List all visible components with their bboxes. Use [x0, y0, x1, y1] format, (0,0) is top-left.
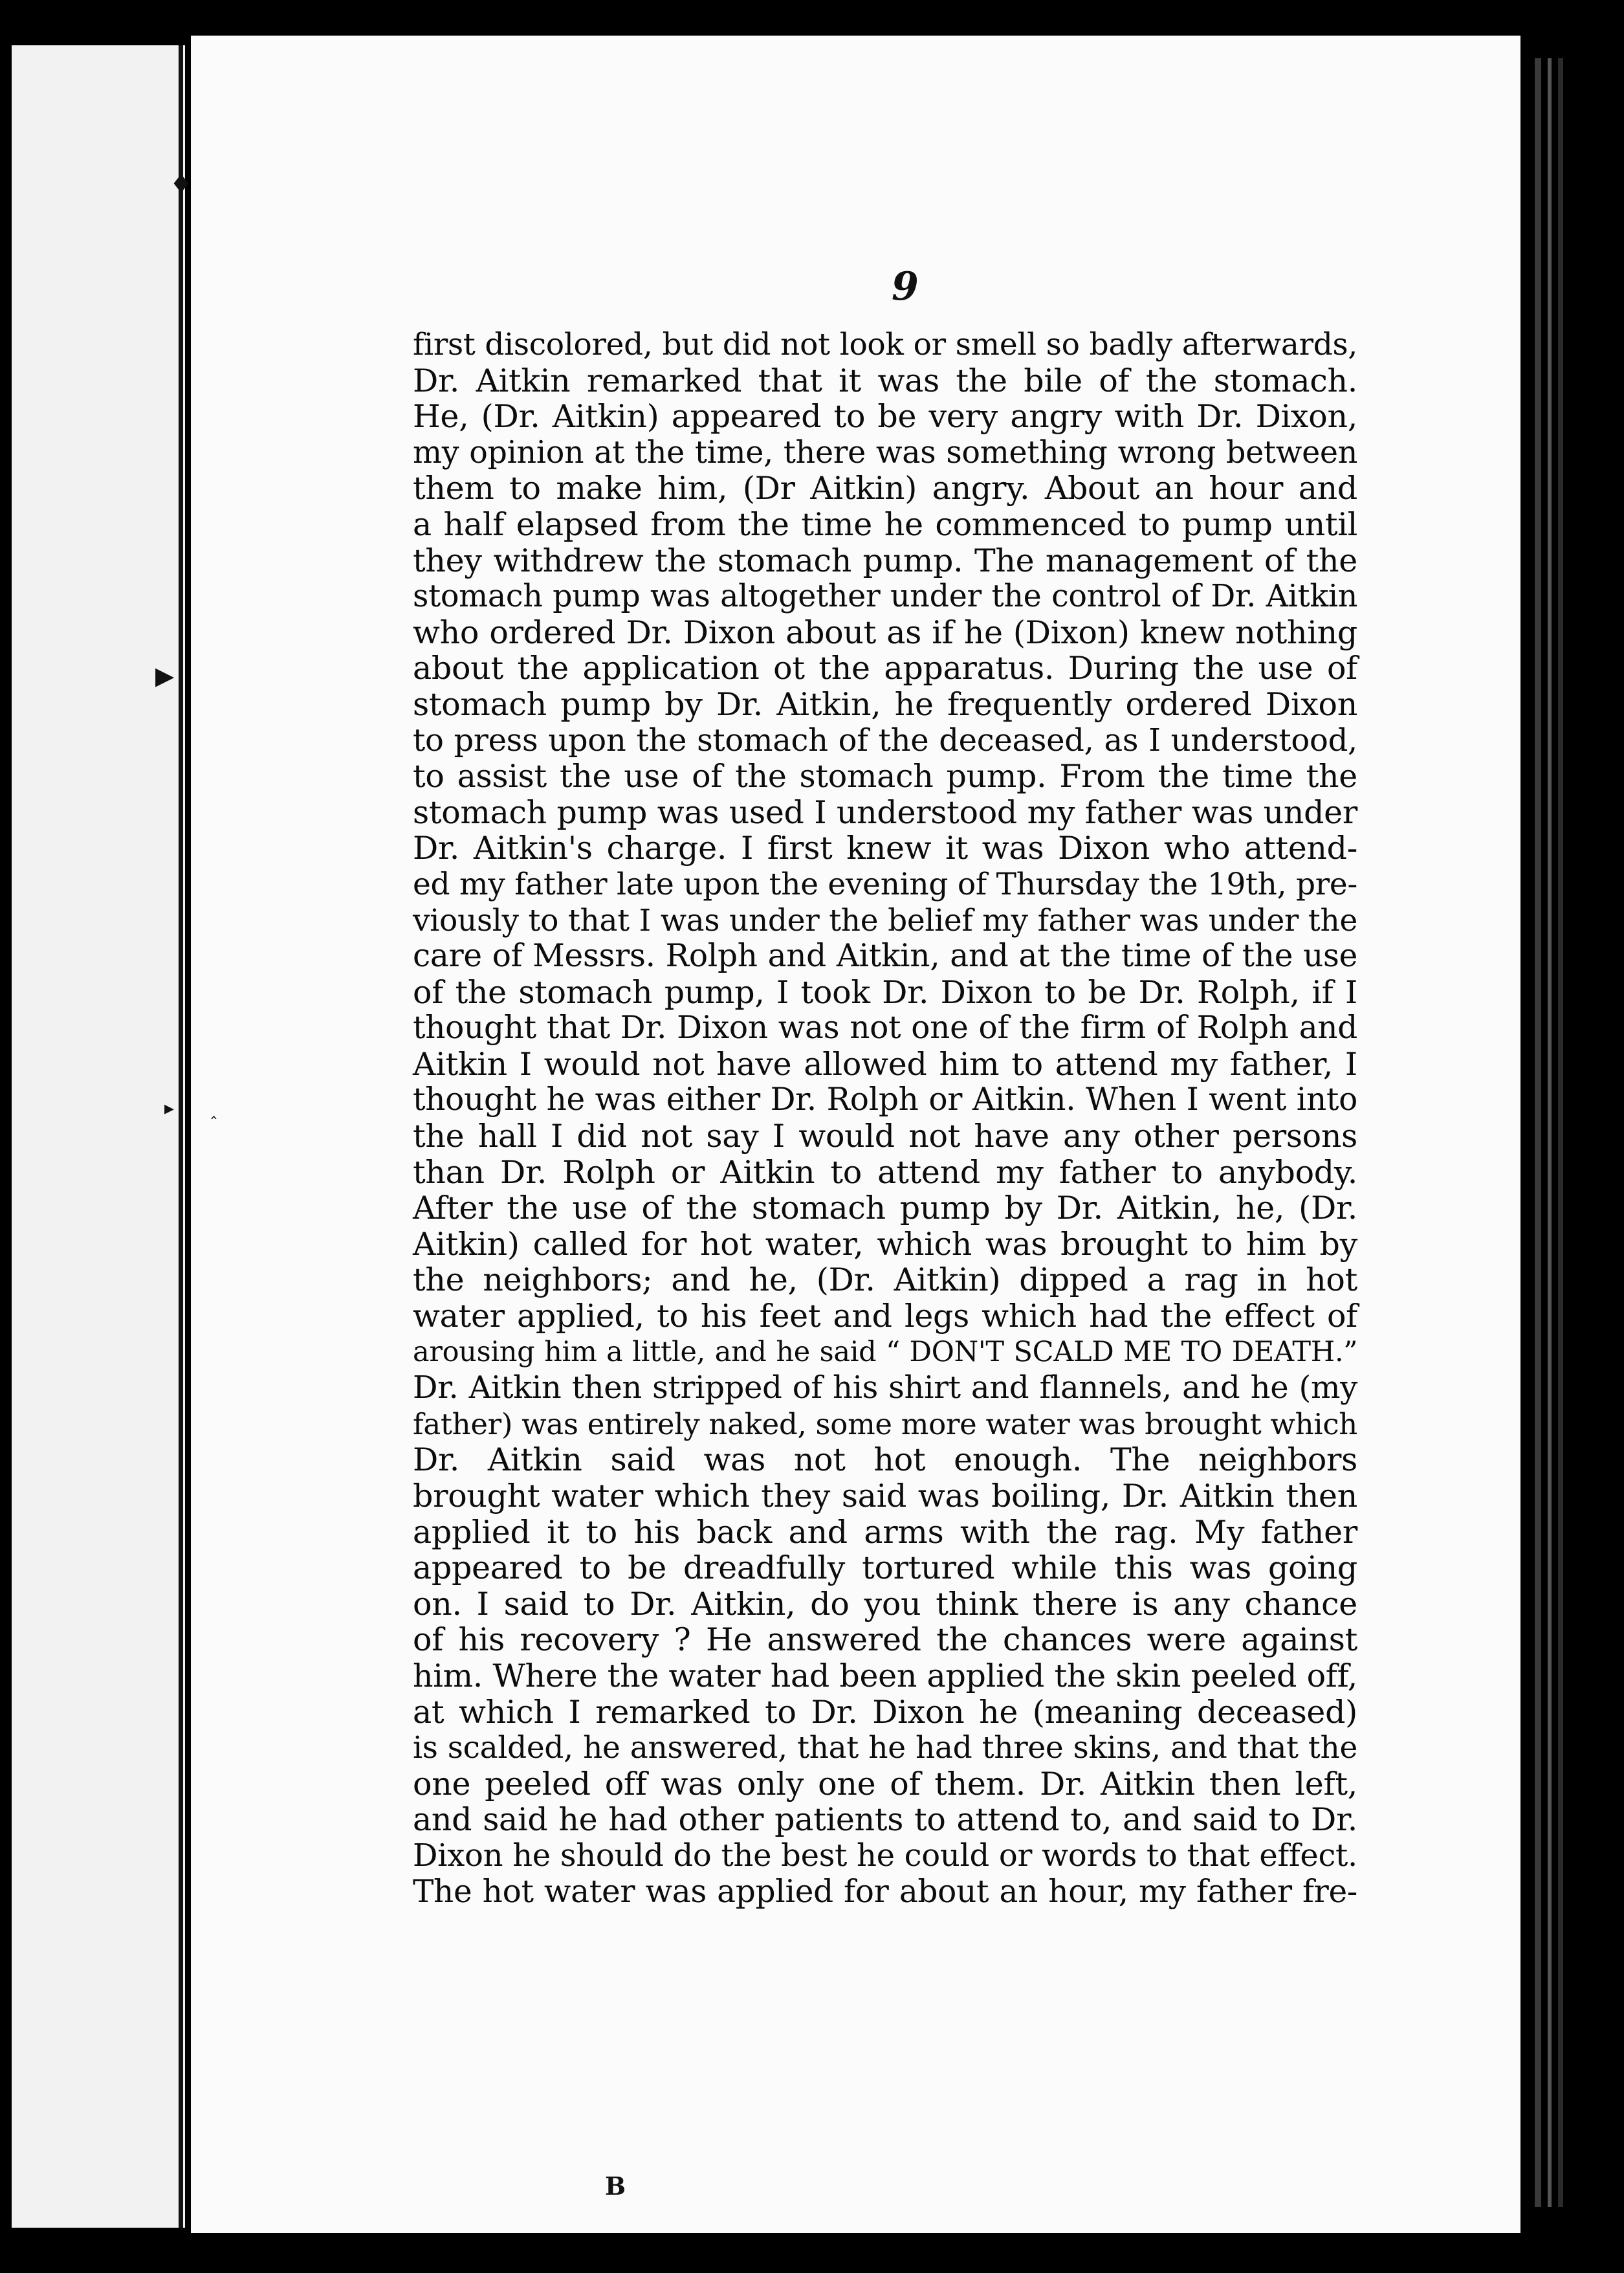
- text-line: to press upon the stomach of the deceased, as I understood,: [413, 722, 1357, 759]
- margin-mark: ▸: [164, 1097, 175, 1120]
- printer-signature-mark: B: [605, 2171, 626, 2201]
- text-line: brought water which they said was boiling, Dr. Aitkin then: [413, 1478, 1357, 1514]
- page-edge-stripe: [1548, 58, 1552, 2207]
- text-line: appeared to be dreadfully tortured while this was going: [413, 1549, 1357, 1587]
- text-line: one peeled off was only one of them. Dr. Aitkin then left,: [413, 1765, 1357, 1802]
- margin-mark: ♦: [170, 170, 193, 199]
- text-line: stomach pump was used I understood my father was under: [413, 793, 1357, 831]
- text-line: Dr. Aitkin said was not hot enough. The neighbors: [413, 1441, 1357, 1479]
- text-line: a half elapsed from the time he commenced to pump until: [413, 505, 1357, 543]
- text-line: Dr. Aitkin remarked that it was the bile of the stomach.: [413, 362, 1357, 399]
- text-line: care of Messrs. Rolph and Aitkin, and at the time of the use: [413, 938, 1357, 975]
- text-line: at which I remarked to Dr. Dixon he (meaning deceased): [413, 1693, 1357, 1731]
- text-line: viously to that I was under the belief my father was under the: [413, 902, 1357, 938]
- text-line: He, (Dr. Aitkin) appeared to be very angry with Dr. Dixon,: [413, 398, 1357, 436]
- text-line: thought that Dr. Dixon was not one of the firm of Rolph and: [413, 1010, 1357, 1047]
- text-line: The hot water was applied for about an hour, my father fre-: [413, 1873, 1357, 1910]
- text-line: first discolored, but did not look or smell so badly afterwards,: [413, 327, 1357, 362]
- text-line: applied it to his back and arms with the rag. My father: [413, 1513, 1357, 1551]
- scan-border-right: [1520, 0, 1624, 2273]
- text-line: of the stomach pump, I took Dr. Dixon to be Dr. Rolph, if I: [413, 973, 1357, 1011]
- text-line: about the application ot the apparatus. During the use of: [413, 650, 1357, 687]
- margin-mark: ▶: [155, 661, 175, 690]
- text-line: After the use of the stomach pump by Dr. Aitkin, he, (Dr.: [413, 1190, 1357, 1227]
- text-line: my opinion at the time, there was something wrong between: [413, 434, 1357, 471]
- facing-page-edge: [12, 45, 185, 2228]
- text-line: the neighbors; and he, (Dr. Aitkin) dipped a rag in hot: [413, 1261, 1357, 1299]
- body-text: [413, 327, 1357, 1910]
- text-line: the hall I did not say I would not have any other persons: [413, 1118, 1357, 1155]
- text-line: thought he was either Dr. Rolph or Aitkin. When I went into: [413, 1081, 1357, 1118]
- text-line: Dr. Aitkin's charge. I first knew it was Dixon who attend-: [413, 830, 1357, 867]
- text-line: arousing him a little, and he said “ DON'T SCALD ME TO DEATH.”: [413, 1335, 1357, 1368]
- text-line: water applied, to his feet and legs which had the effect of: [413, 1298, 1357, 1335]
- text-line: is scalded, he answered, that he had three skins, and that the: [413, 1730, 1357, 1766]
- page-number: 9: [892, 264, 919, 309]
- book-gutter: [179, 45, 183, 2228]
- text-line: Dr. Aitkin then stripped of his shirt and flannels, and he (my: [413, 1369, 1357, 1406]
- text-line: father) was entirely naked, some more water was brought which: [413, 1406, 1357, 1441]
- text-line: who ordered Dr. Dixon about as if he (Dixon) knew nothing: [413, 614, 1357, 651]
- text-line: ed my father late upon the evening of Thursday the 19th, pre-: [413, 866, 1357, 902]
- text-line: stomach pump was altogether under the control of Dr. Aitkin: [413, 579, 1357, 615]
- text-line: and said he had other patients to attend to, and said to Dr.: [413, 1801, 1357, 1839]
- text-line: than Dr. Rolph or Aitkin to attend my father to anybody.: [413, 1153, 1357, 1191]
- text-line: Dixon he should do the best he could or words to that effect.: [413, 1837, 1357, 1874]
- text-line: Aitkin) called for hot water, which was brought to him by: [413, 1225, 1357, 1263]
- page-edge-stripe: [1558, 58, 1563, 2207]
- text-line: to assist the use of the stomach pump. From the time the: [413, 758, 1357, 795]
- text-line: on. I said to Dr. Aitkin, do you think there is any chance: [413, 1585, 1357, 1623]
- text-line: him. Where the water had been applied the skin peeled off,: [413, 1657, 1357, 1694]
- page-edge-stripe: [1535, 58, 1541, 2207]
- text-line: them to make him, (Dr Aitkin) angry. About an hour and: [413, 470, 1357, 507]
- text-line: stomach pump by Dr. Aitkin, he frequently ordered Dixon: [413, 685, 1357, 723]
- text-line: they withdrew the stomach pump. The management of the: [413, 542, 1357, 579]
- margin-mark: ‸: [211, 1100, 217, 1120]
- text-line: of his recovery ? He answered the chances were against: [413, 1621, 1357, 1659]
- text-line: Aitkin I would not have allowed him to attend my father, I: [413, 1045, 1357, 1083]
